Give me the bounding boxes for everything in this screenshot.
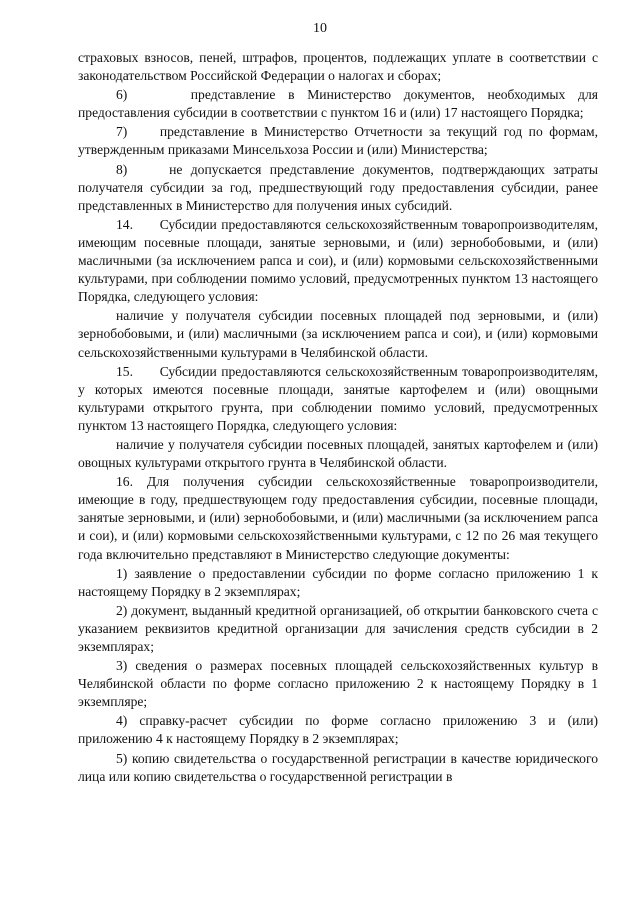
paragraph: 4) справку-расчет субсидии по форме согласно приложению 3 и (или) приложению 4 к настоящему Порядку в 2 экземплярах; <box>78 713 598 747</box>
paragraph: страховых взносов, пеней, штрафов, процентов, подлежащих уплате в соответствии с законодательством Российской Федерации о налогах и сборах; <box>78 50 598 84</box>
paragraph: 6) представление в Министерство документов, необходимых для предоставления субсидии в соответствии с пунктом 16 и (или) 17 настоящего Порядка; <box>78 87 598 121</box>
document-body <box>78 49 598 787</box>
paragraph: 3) сведения о размерах посевных площадей сельскохозяйственных культур в Челябинской области по форме согласно приложению 2 к настоящему Порядку в 1 экземпляре; <box>78 658 598 710</box>
paragraph: 15. Субсидии предоставляются сельскохозяйственным товаропроизводителям, у которых имеются посевные площади, занятые картофелем и (или) овощными культурами открытого грунта, при соблюдении помимо условий, предусмотренных пунктом 13 настоящего Порядка, следующего условия: <box>78 363 598 433</box>
paragraph: 16. Для получения субсидии сельскохозяйственные товаропроизводители, имеющие в году, предшествующем году предоставления субсидии, посевные площади, занятые зерновыми, и (или) зернобобовыми, и (или) масличными (за исключением рапса и сои), и (или) кормовыми сельскохозяйственными культурами, с 12 по 26 мая текущего года включительно представляют в Министерство следующие документы: <box>78 474 598 562</box>
paragraph: 8) не допускается представление документов, подтверждающих затраты получателя субсидии за год, предшествующий году предоставления субсидии, ранее представленных в Министерство для получения иных субсидий. <box>78 161 598 213</box>
page-number: 10 <box>313 21 327 36</box>
paragraph: 5) копию свидетельства о государственной регистрации в качестве юридического лица или копию свидетельства о государственной регистрации в <box>78 750 598 784</box>
paragraph: наличие у получателя субсидии посевных площадей, занятых картофелем и (или) овощных культурами открытого грунта в Челябинской области. <box>78 436 598 471</box>
paragraph: 14. Субсидии предоставляются сельскохозяйственным товаропроизводителям, имеющим посевные площади, занятые зерновыми, и (или) зернобобовыми, и (или) масличными (за исключением рапса и сои), и (или) кормовыми сельскохозяйственными культурами, при соблюдении помимо условий, предусмотренных пунктом 13 настоящего Порядка, следующего условия: <box>78 216 598 305</box>
paragraph: наличие у получателя субсидии посевных площадей под зерновыми, и (или) зернобобовыми, и (или) масличными (за исключением рапса и сои), и (или) кормовыми сельскохозяйственными культурами в Челябинской области. <box>78 308 598 360</box>
paragraph: 7) представление в Министерство Отчетности за текущий год по формам, утвержденным приказами Минсельхоза России и (или) Министерства; <box>78 124 598 158</box>
paragraph: 1) заявление о предоставлении субсидии по форме согласно приложению 1 к настоящему Порядку в 2 экземплярах; <box>78 565 598 599</box>
paragraph: 2) документ, выданный кредитной организацией, об открытии банковского счета с указанием реквизитов кредитной организации для зачисления средств субсидии в 2 экземплярах; <box>78 602 598 654</box>
